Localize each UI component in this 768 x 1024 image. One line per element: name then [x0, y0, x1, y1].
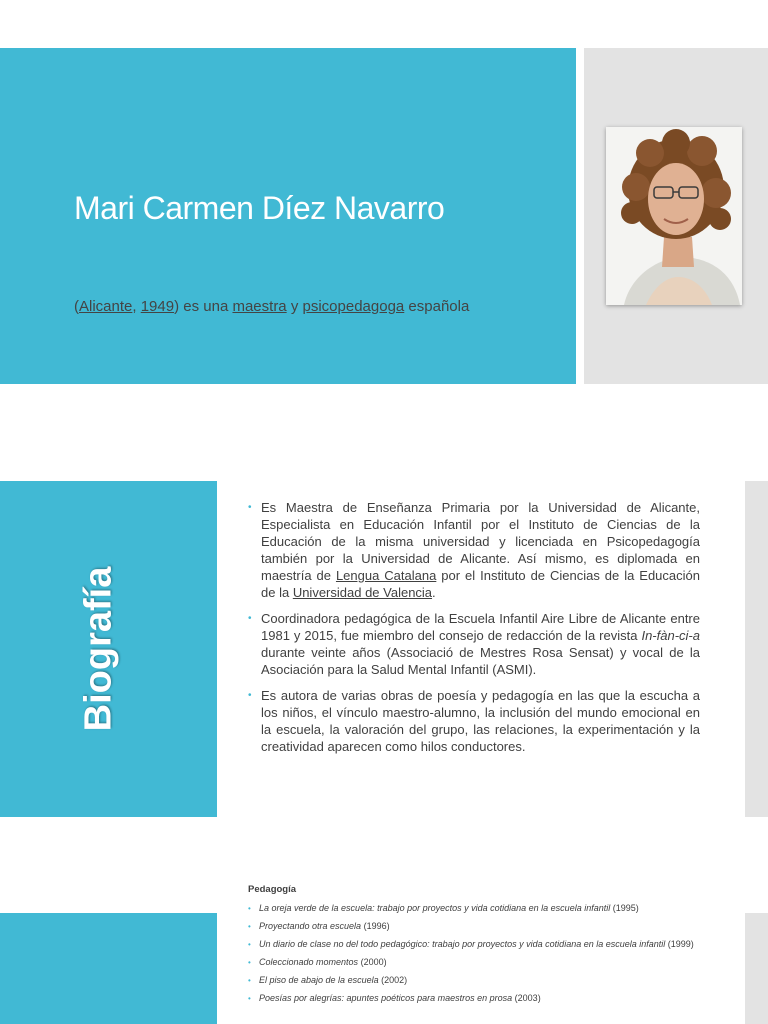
subtitle-text: ,: [132, 298, 141, 315]
page-subtitle: [74, 298, 469, 315]
link-psicopedagoga[interactable]: psicopedagoga: [302, 298, 405, 315]
list-item: [248, 499, 700, 601]
list-item: [248, 993, 698, 1004]
bio-text: Coordinadora pedagógica de la Escuela Infantil Aire Libre de Alicante entre 1981 y 2015, fue miembro del consejo de redacción de la revista: [261, 611, 700, 643]
list-item: [248, 921, 698, 932]
subtitle-text: ) es una: [174, 298, 233, 315]
link-universidad-de-valencia[interactable]: Universidad de Valencia: [292, 585, 433, 600]
work-title: Proyectando otra escuela: [259, 921, 362, 931]
list-item: [248, 975, 698, 986]
subtitle-text: (: [74, 298, 79, 315]
list-item: [248, 939, 698, 950]
work-title: Coleccionado momentos: [259, 957, 359, 967]
work-title: Un diario de clase no del todo pedagógico: trabajo por proyectos y vida cotidiana en la escuela infantil: [259, 939, 666, 949]
link-lengua-catalana[interactable]: Lengua Catalana: [335, 568, 437, 583]
list-item: [248, 903, 698, 914]
bio-text: Es Maestra de Enseñanza Primaria por la Universidad de Alicante, Especialista en Educación Infantil por el Instituto de Ciencias de la Educación de la misma universidad y licenciada en Psicopedagogía también por la Universidad de Alicante. Así mismo, es diplomada en maestría de: [261, 500, 700, 583]
work-year: (2003): [514, 993, 541, 1003]
link-1949[interactable]: 1949: [140, 298, 175, 315]
biography-slide-side-panel: [745, 481, 768, 817]
work-title: El piso de abajo de la escuela: [259, 975, 379, 985]
bio-text: Es autora de varias obras de poesía y pedagogía en las que la escucha a los niños, el vínculo maestro-alumno, la inclusión del mundo emocional en la escuela, la valoración del grupo, las relaciones, la experimentación y la creatividad aparecen como hilos conductores.: [261, 688, 700, 754]
list-item: [248, 610, 700, 678]
list-item: [248, 957, 698, 968]
subtitle-text: española: [404, 298, 470, 315]
work-year: (1999): [667, 939, 694, 949]
works-heading: Pedagogía: [248, 884, 297, 895]
bio-text: .: [432, 585, 436, 600]
list-item: [248, 687, 700, 755]
journal-name: In-fàn-ci-a: [641, 628, 700, 643]
works-slide-side-panel: [745, 913, 768, 1024]
portrait-photo: [606, 127, 742, 305]
biography-list: [248, 499, 700, 764]
work-year: (1996): [363, 921, 390, 931]
bio-text: por el Instituto de Ciencias de la Educación de la: [261, 568, 700, 600]
work-title: La oreja verde de la escuela: trabajo por proyectos y vida cotidiana en la escuela infantil: [259, 903, 611, 913]
bio-text: durante veinte años (Associació de Mestres Rosa Sensat) y vocal de la Asociación para la Salud Mental Infantil (ASMI).: [261, 645, 700, 677]
work-year: (2000): [360, 957, 387, 967]
work-year: (1995): [612, 903, 639, 913]
works-slide-panel: [0, 913, 217, 1024]
link-alicante[interactable]: Alicante: [79, 298, 133, 315]
section-heading-biografia: Biografía: [77, 566, 120, 732]
work-year: (2002): [381, 975, 408, 985]
page-title: Mari Carmen Díez Navarro: [74, 190, 445, 226]
work-title: Poesías por alegrías: apuntes poéticos para maestros en prosa: [259, 993, 513, 1003]
link-maestra[interactable]: maestra: [232, 298, 287, 315]
works-list: [248, 903, 698, 1011]
subtitle-text: y: [286, 298, 303, 315]
